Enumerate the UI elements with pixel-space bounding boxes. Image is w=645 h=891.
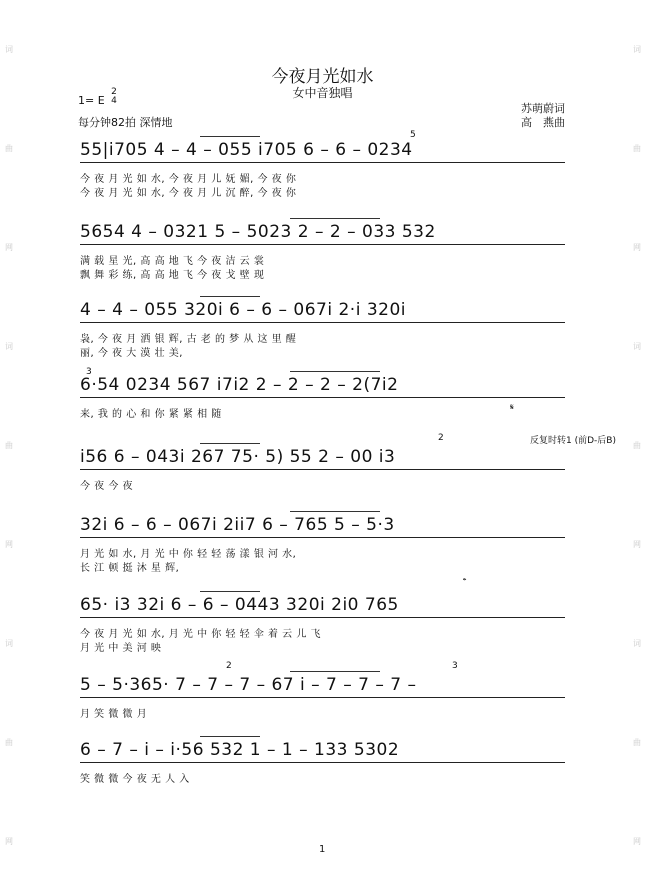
beam-line	[80, 397, 565, 398]
notation-line: 6·54 0234 567 i7i2 2 – 2 – 2 – 2(7i2	[80, 375, 399, 395]
notation-line: i56 6 – 043i 267 75· 5) 55 2 – 00 i3	[80, 447, 396, 467]
score-mark: 5	[410, 130, 416, 140]
watermark-glyph: 词	[5, 45, 13, 54]
phrase-overline	[290, 671, 380, 672]
lyric-line: 月 光 中 美 河 映	[80, 643, 162, 654]
lyric-line: 月 光 如 水, 月 光 中 你 轻 轻 荡 漾 银 河 水,	[80, 549, 297, 560]
score-mark: 3	[452, 661, 458, 671]
phrase-overline	[200, 136, 260, 137]
watermark-glyph: 词	[633, 45, 641, 54]
watermark-glyph: 曲	[633, 738, 641, 747]
beam-line	[80, 697, 565, 698]
watermark-glyph: 词	[5, 639, 13, 648]
beam-line	[80, 762, 565, 763]
phrase-overline	[200, 591, 260, 592]
lyric-line: 长 江 顿 挺 沐 星 辉,	[80, 563, 180, 574]
notation-line: 55|i705 4 – 4 – 055 i705 6 – 6 – 0234	[80, 140, 413, 160]
notation-line: 65· i3 32i 6 – 6 – 0443 320i 2i0 765	[80, 595, 399, 615]
phrase-overline	[290, 218, 380, 219]
watermark-glyph: 网	[633, 837, 641, 846]
notation-line: 6 – 7 – i – i·56 532 1 – 1 – 133 5302	[80, 740, 400, 760]
watermark-glyph: 网	[633, 540, 641, 549]
watermark-left	[2, 0, 16, 891]
lyric-line: 袅, 今 夜 月 洒 银 辉, 古 老 的 梦 从 这 里 醒	[80, 334, 297, 345]
notation-line: 32i 6 – 6 – 067i 2ii7 6 – 765 5 – 5·3	[80, 515, 395, 535]
watermark-glyph: 曲	[633, 441, 641, 450]
lyric-line: 今 夜 月 光 如 水, 今 夜 月 儿 妩 媚, 今 夜 你	[80, 174, 297, 185]
beam-line	[80, 322, 565, 323]
watermark-glyph: 曲	[5, 144, 13, 153]
watermark-glyph: 曲	[5, 441, 13, 450]
notation-line: 5654 4 – 0321 5 – 5023 2 – 2 – 033 532	[80, 222, 436, 242]
key-signature: 1= E	[78, 94, 105, 107]
time-signature	[110, 88, 118, 106]
lyric-line: 来, 我 的 心 和 你 紧 紧 相 随	[80, 409, 222, 420]
lyric-line: 今 夜 月 光 如 水, 今 夜 月 儿 沉 醉, 今 夜 你	[80, 188, 297, 199]
song-subtitle: 女中音独唱	[292, 86, 353, 100]
watermark-glyph: 网	[5, 243, 13, 252]
score-mark: 反复时转1 (前D-后B)	[530, 436, 616, 446]
score-mark: 3	[86, 367, 92, 377]
watermark-glyph: 词	[633, 639, 641, 648]
tempo-marking: 每分钟82拍 深情地	[78, 116, 173, 129]
score-mark: 2	[438, 433, 444, 443]
lyric-line: 今 夜 月 光 如 水, 月 光 中 你 轻 轻 伞 着 云 儿 飞	[80, 629, 322, 640]
watermark-glyph: 词	[633, 342, 641, 351]
watermark-glyph: 词	[5, 342, 13, 351]
watermark-glyph: 曲	[5, 738, 13, 747]
beam-line	[80, 617, 565, 618]
lyricist: 苏萌蔚词	[521, 102, 565, 115]
beam-line	[80, 162, 565, 163]
watermark-glyph: 曲	[633, 144, 641, 153]
score-mark: 𝄌	[463, 577, 467, 587]
time-denominator: 4	[111, 96, 117, 106]
watermark-glyph: 网	[5, 540, 13, 549]
beam-line	[80, 244, 565, 245]
watermark-glyph: 网	[5, 837, 13, 846]
beam-line	[80, 537, 565, 538]
lyric-line: 今 夜 今 夜	[80, 481, 134, 492]
lyric-line: 笑 微 微 今 夜 无 人 入	[80, 774, 190, 785]
lyric-line: 飘 舞 彩 练, 高 高 地 飞 今 夜 戈 壁 现	[80, 270, 265, 281]
lyric-line: 月 笑 微 微 月	[80, 709, 148, 720]
lyric-line: 满 载 星 光, 高 高 地 飞 今 夜 洁 云 裳	[80, 256, 265, 267]
phrase-overline	[200, 443, 260, 444]
notation-line: 4 – 4 – 055 320i 6 – 6 – 067i 2·i 320i	[80, 300, 407, 320]
watermark-right	[630, 0, 644, 891]
composer: 高 燕曲	[521, 116, 565, 129]
phrase-overline	[200, 296, 260, 297]
phrase-overline	[200, 736, 260, 737]
notation-line: 5 – 5·365· 7 – 7 – 7 – 67 i – 7 – 7 – 7 –	[80, 675, 417, 695]
lyric-line: 丽, 今 夜 大 漠 壮 美,	[80, 348, 183, 359]
score-mark: 𝄋	[510, 403, 514, 413]
song-title: 今夜月光如水	[271, 67, 374, 87]
time-numerator: 2	[111, 87, 117, 97]
score-mark: 2	[226, 661, 232, 671]
page-number: 1	[319, 844, 326, 855]
phrase-overline	[290, 511, 380, 512]
watermark-glyph: 网	[633, 243, 641, 252]
beam-line	[80, 469, 565, 470]
phrase-overline	[290, 371, 380, 372]
